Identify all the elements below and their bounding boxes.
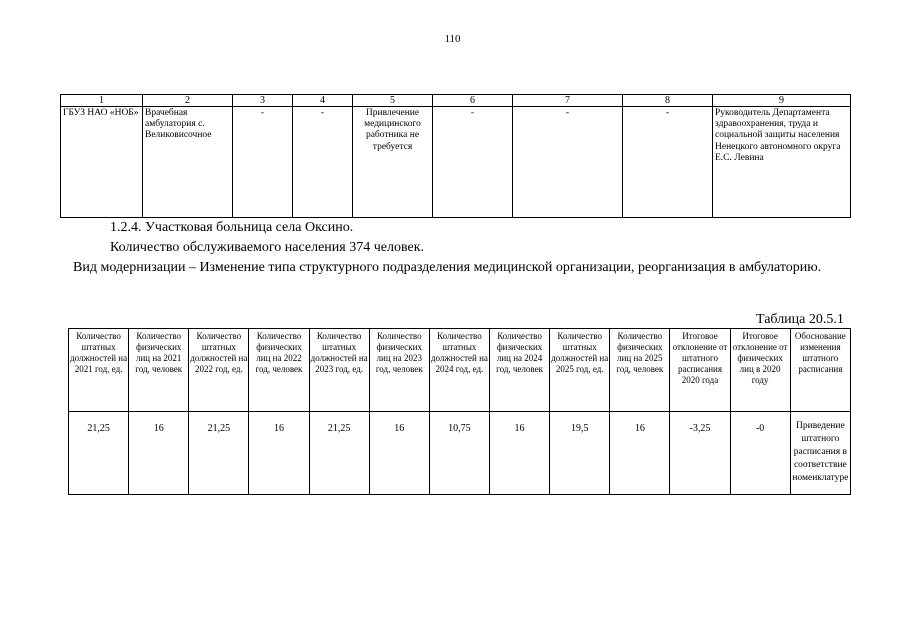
staffing-responsibility-table xyxy=(60,94,851,218)
table-cell: -0 xyxy=(730,412,790,495)
column-header: Количество физических лиц на 2021 год, человек xyxy=(129,329,189,412)
table-row xyxy=(69,412,851,495)
column-header: Количество физических лиц на 2024 год, человек xyxy=(489,329,549,412)
table-cell: - xyxy=(233,107,293,218)
responsible-person-cell: Руководитель Департамента здравоохранения, труда и социальной защиты населения Ненецкого автономного округа Е.С. Левина xyxy=(713,107,851,218)
staffing-plan-table xyxy=(68,328,851,495)
page-number: 110 xyxy=(444,33,461,45)
column-header: Количество физических лиц на 2025 год, человек xyxy=(610,329,670,412)
column-header: Количество физических лиц на 2022 год, человек xyxy=(249,329,309,412)
table-cell: 21,25 xyxy=(189,412,249,495)
table-cell: 16 xyxy=(129,412,189,495)
column-header: Итоговое отклонение от штатного расписания 2020 года xyxy=(670,329,730,412)
column-header: Количество штатных должностей на 2021 год, ед. xyxy=(69,329,129,412)
table-cell: - xyxy=(293,107,353,218)
modernization-paragraph: Вид модернизации – Изменение типа структурного подразделения медицинской организации, реорганизация в амбулаторию. xyxy=(73,260,822,275)
table-cell: 16 xyxy=(489,412,549,495)
table-cell: 16 xyxy=(610,412,670,495)
column-header: Итоговое отклонение от физических лиц в 2020 году xyxy=(730,329,790,412)
column-number: 3 xyxy=(233,95,293,107)
column-header: Количество штатных должностей на 2023 год, ед. xyxy=(309,329,369,412)
table-cell: 21,25 xyxy=(69,412,129,495)
table-caption: Таблица 20.5.1 xyxy=(756,312,844,327)
measure-cell: Привлечение медицинского работника не требуется xyxy=(353,107,433,218)
column-number: 5 xyxy=(353,95,433,107)
table-cell: 21,25 xyxy=(309,412,369,495)
table-header-row xyxy=(69,329,851,412)
column-header: Количество штатных должностей на 2025 год, ед. xyxy=(550,329,610,412)
table-cell: -3,25 xyxy=(670,412,730,495)
population-paragraph: Количество обслуживаемого населения 374 человек. xyxy=(110,240,425,255)
column-number: 4 xyxy=(293,95,353,107)
justification-cell: Приведение штатного расписания в соответствие номенклатуре xyxy=(790,412,850,495)
section-heading: 1.2.4. Участковая больница села Оксино. xyxy=(110,220,354,235)
column-header: Обоснование изменения штатного расписания xyxy=(790,329,850,412)
column-header: Количество штатных должностей на 2022 год, ед. xyxy=(189,329,249,412)
column-number: 1 xyxy=(61,95,143,107)
facility-cell: Врачебная амбулатория с. Великовисочное xyxy=(143,107,233,218)
column-number: 6 xyxy=(433,95,513,107)
column-number: 7 xyxy=(513,95,623,107)
table-cell: 16 xyxy=(249,412,309,495)
table-cell: 19,5 xyxy=(550,412,610,495)
table-cell: - xyxy=(623,107,713,218)
table-cell: - xyxy=(433,107,513,218)
column-header: Количество физических лиц на 2023 год, человек xyxy=(369,329,429,412)
table-header-row xyxy=(61,95,851,107)
column-number: 9 xyxy=(713,95,851,107)
column-number: 8 xyxy=(623,95,713,107)
table-row xyxy=(61,107,851,218)
table-cell: 10,75 xyxy=(429,412,489,495)
column-header: Количество штатных должностей на 2024 год, ед. xyxy=(429,329,489,412)
organization-cell: ГБУЗ НАО «НОБ» xyxy=(61,107,143,218)
column-number: 2 xyxy=(143,95,233,107)
table-cell: - xyxy=(513,107,623,218)
table-cell: 16 xyxy=(369,412,429,495)
